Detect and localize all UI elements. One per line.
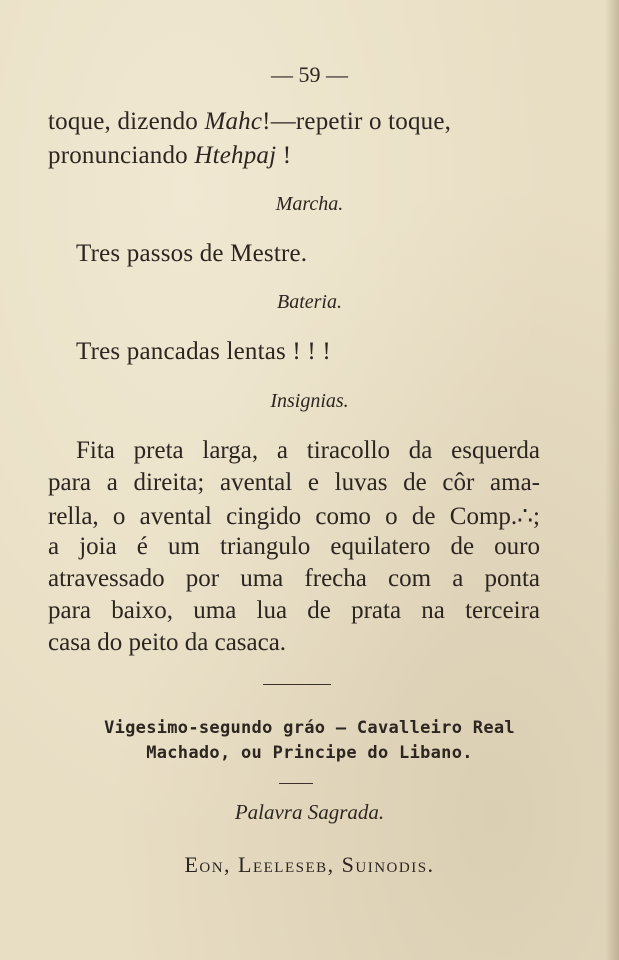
sacred-words: Eon, Leeleseb, Suinodis.	[184, 852, 435, 877]
heading-palavra-sagrada: Palavra Sagrada.	[234, 800, 385, 824]
degree-title-line-2: Machado, ou Principe do Libano.	[146, 743, 473, 763]
intro-text: !—repetir o toque,	[262, 108, 452, 135]
intro-text: pronunciando	[48, 142, 195, 169]
insignias-line-5: atravessado por uma frecha com a ponta	[48, 565, 540, 592]
intro-text: !	[276, 142, 292, 169]
section-rule	[263, 684, 331, 685]
insignias-line-6: para baixo, uma lua de prata na terceira	[48, 597, 540, 624]
word-mahc: Mahc	[204, 108, 263, 135]
heading-marcha: Marcha.	[275, 193, 344, 215]
intro-text: toque, dizendo	[48, 108, 205, 135]
insignias-line-1: Fita preta larga, a tiracollo da esquerda	[76, 437, 540, 464]
intro-line-2	[48, 142, 291, 170]
short-rule	[279, 783, 313, 784]
bateria-text: Tres pancadas lentas ! ! !	[76, 338, 331, 365]
insignias-line-2: para a direita; avental e luvas de côr ama-	[48, 469, 540, 496]
insignias-line-4: a joia é um triangulo equilatero de ouro	[48, 533, 540, 560]
heading-insignias: Insignias.	[270, 390, 349, 412]
intro-line-1	[48, 108, 540, 136]
insignias-line-3: rella, o avental cingido como o de Comp.∴;	[48, 503, 540, 530]
insignias-line-7: casa do peito da casaca.	[48, 629, 287, 656]
heading-bateria: Bateria.	[277, 291, 342, 313]
page-number: — 59 —	[271, 62, 348, 87]
marcha-text: Tres passos de Mestre.	[76, 240, 308, 267]
word-htehpaj: Htehpaj	[194, 142, 277, 169]
degree-title-line-1: Vigesimo-segundo gráo — Cavalleiro Real	[104, 718, 515, 738]
